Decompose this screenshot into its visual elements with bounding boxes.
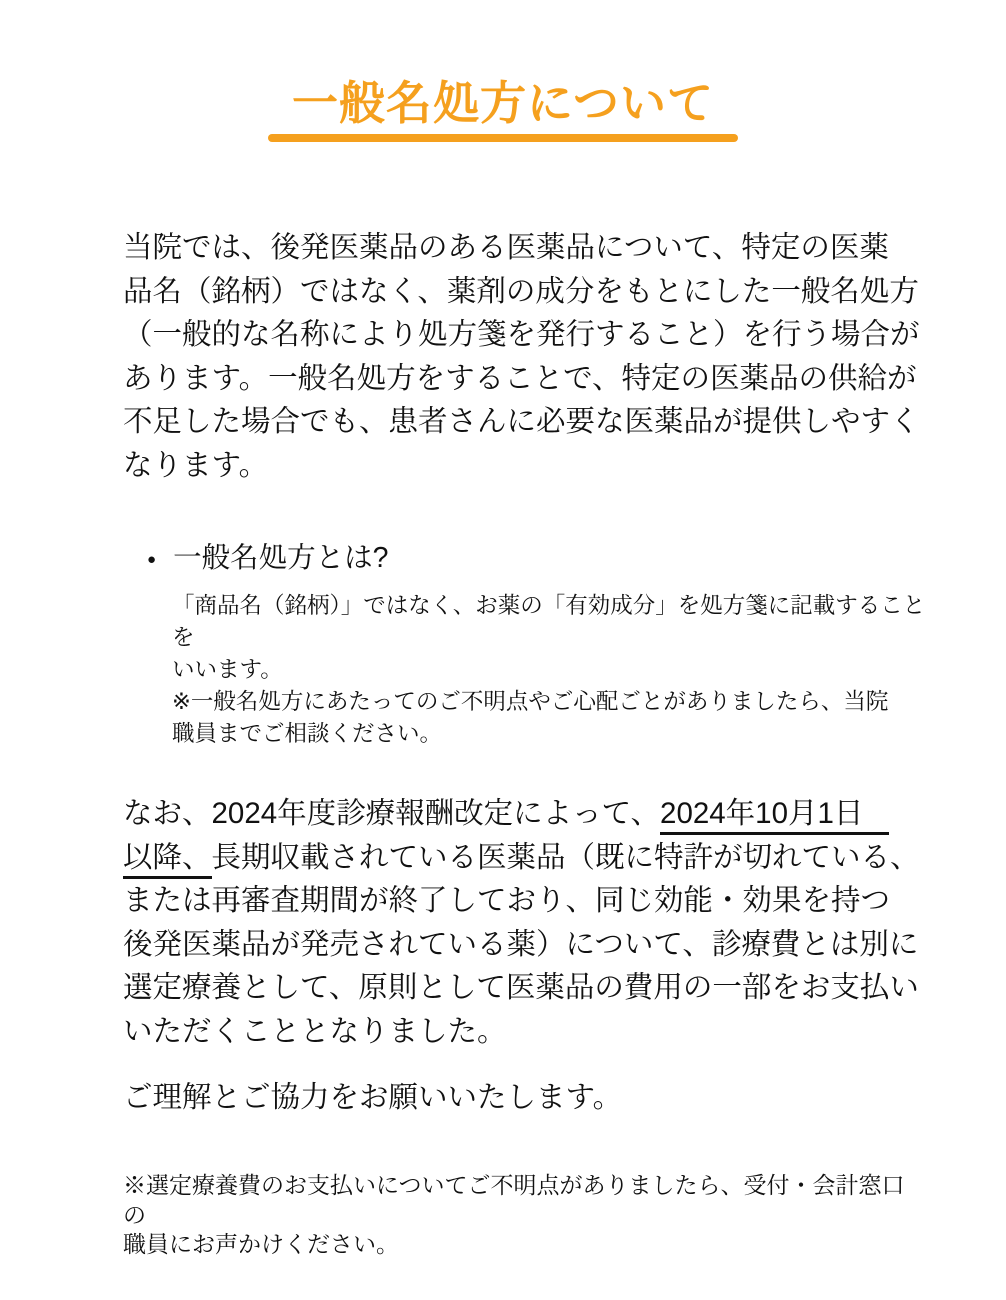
revision-notice-paragraph (123, 792, 923, 1053)
definition-description: 「商品名（銘柄）」ではなく、お薬の「有効成分」を処方箋に記載することを いいます。 ※一般名処方にあたってのご不明点やご心配ごとがありましたら、当院 職員までご相談ください。 (172, 593, 926, 746)
footnote: ※選定療養費のお支払いについてご不明点がありましたら、受付・会計窓口の 職員にお声かけください。 (123, 1172, 905, 1257)
text-segment: 選定療養として、原則として医薬品の費用の一部をお支払い (123, 971, 919, 1004)
text-segment: 長期収載されている医薬品（既に特許が切れている、 (211, 840, 920, 874)
text-segment: 後発医薬品が発売されている薬）について、診療費とは別に (123, 927, 919, 961)
underlined-text: 2024年10月1日 (660, 797, 889, 835)
bullet-icon: ● (147, 550, 157, 568)
text-segment: なお、2024年度診療報酬改定によって、 (123, 797, 661, 830)
text-segment: または再審査期間が終了しており、同じ効能・効果を持つ (123, 884, 891, 917)
definition-heading: 一般名処方とは? (173, 542, 389, 574)
title-block (0, 76, 1006, 142)
intro-paragraph: 当院では、後発医薬品のある医薬品について、特定の医薬 品名（銘柄）ではなく、薬剤の成分をもとにした一般名処方 （一般的な名称により処方箋を発行すること）を行う場合が あります。一般名処方をすることで、特定の医薬品の供給が 不足した場合でも、患者さんに必要な医薬品が提供しやすく なります。 (123, 231, 920, 482)
page-title: 一般名処方について (291, 77, 715, 129)
closing-line: ご理解とご協力をお願いいたします。 (123, 1081, 623, 1114)
title-underline (268, 134, 738, 142)
underlined-text: 以降、 (123, 841, 212, 879)
definition-heading-row (147, 540, 927, 576)
definition-section (147, 540, 927, 750)
text-segment: いただくこととなりました。 (123, 1014, 507, 1048)
